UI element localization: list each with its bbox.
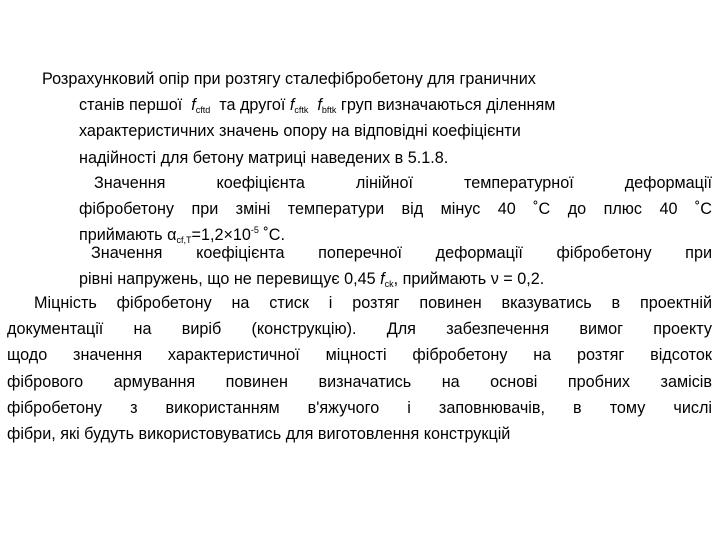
p2-text: =1,2×10 (191, 226, 251, 245)
subscript: cf,T (176, 235, 192, 246)
p4-line-4: фібрового армування повинен визначатись на основі пробних замісів (7, 372, 712, 391)
subscript: cftd (195, 105, 211, 116)
p1-text: станів першої (79, 96, 183, 115)
p4-line-5: фібробетону з використанням в'яжучого і заповнювачів, в тому числі (7, 398, 712, 417)
p1-line-2 (42, 92, 682, 118)
formula-f: f (289, 96, 295, 115)
p4-line-1: Міцність фібробетону на стиск і розтяг повинен вказуватись в проектній (34, 294, 712, 312)
p3-line-2 (79, 266, 712, 292)
degree-unit: ˚С (533, 200, 551, 219)
p4-line-2: документації на виріб (конструкцію). Для забезпечення вимог проекту (7, 320, 712, 339)
p1-line-1: Розрахунковий опір при розтягу сталефібробетону для граничних (42, 70, 536, 88)
subscript: bftk (321, 105, 337, 116)
formula-f: f (380, 270, 385, 289)
p2-text: фібробетону при зміні температури від мінус 40 (79, 200, 516, 219)
formula-f: f (191, 96, 196, 115)
paragraph-3 (79, 240, 712, 292)
p2-text: приймають α (79, 226, 177, 245)
p3-text: рівні напружень, що не перевищує 0,45 (79, 270, 376, 289)
p2-text: ˚С. (263, 226, 285, 245)
p2-line-2 (79, 196, 712, 222)
p3-text: , приймають ν = 0,2. (393, 270, 545, 289)
p2-line-1: Значення коефіцієнта лінійної температурної деформації (94, 174, 712, 192)
paragraph-4 (7, 290, 712, 447)
degree-unit: ˚С (694, 200, 712, 219)
paragraph-1 (42, 66, 682, 171)
superscript: -5 (250, 225, 259, 236)
p1-text: та другої (219, 96, 286, 115)
p4-line-6: фібри, які будуть використовуватись для виготовлення конструкцій (7, 425, 511, 444)
p3-line-1: Значення коефіцієнта поперечної деформації фібробетону при (91, 244, 712, 262)
paragraph-2 (79, 170, 712, 249)
subscript: ck (384, 279, 394, 290)
p2-text: до плюс 40 (567, 200, 678, 219)
p1-line-3: характеристичних значень опору на відповідні коефіцієнти (79, 122, 521, 141)
p1-line-4: надійності для бетону матриці наведених в 5.1.8. (79, 148, 449, 167)
p4-line-3: щодо значення характеристичної міцності фібробетону на розтяг відсоток (7, 346, 712, 365)
subscript: cftk (294, 105, 309, 116)
formula-f: f (317, 96, 322, 115)
p1-text: груп визначаються діленням (340, 96, 556, 115)
